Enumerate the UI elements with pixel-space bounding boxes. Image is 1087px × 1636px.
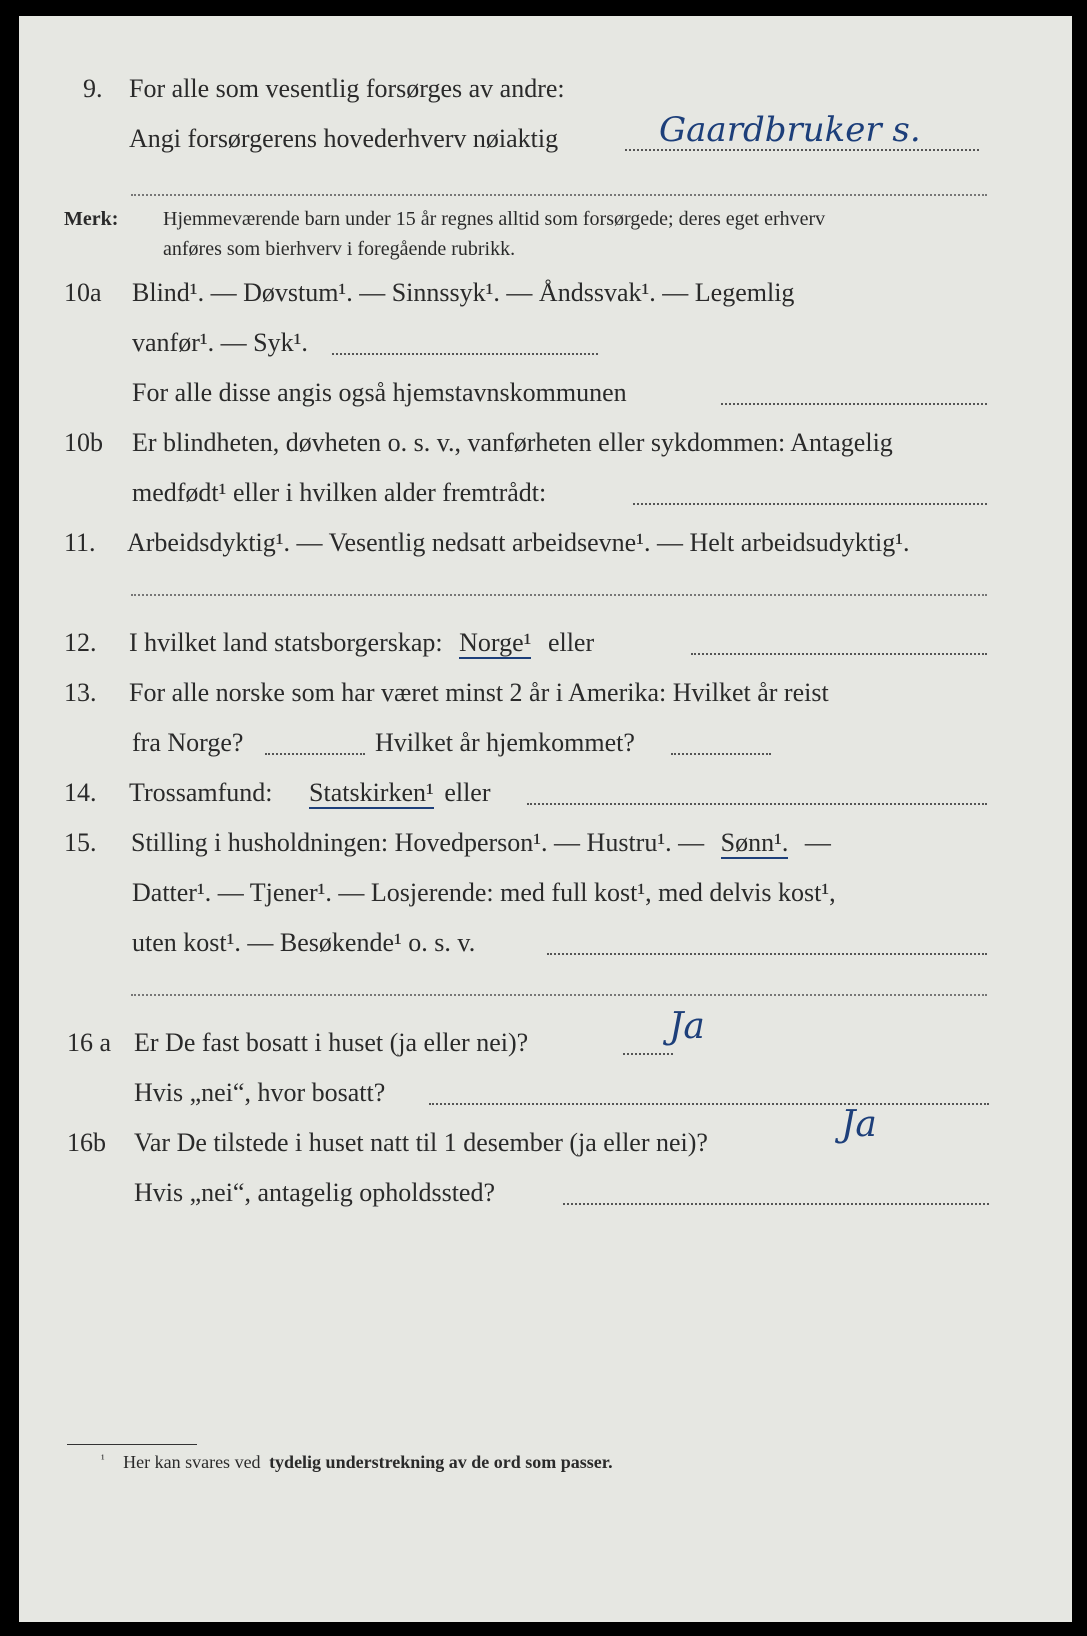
blank-answer-line <box>131 994 987 996</box>
question-text: For alle som vesentlig forsørges av andre: <box>129 74 565 103</box>
question-text: Hvis „nei“, antagelig opholdssted? <box>134 1178 496 1207</box>
handwritten-answer: Ja <box>841 1104 877 1145</box>
question-text: vanfør¹. — Syk¹. <box>132 328 308 357</box>
footnote <box>101 1452 613 1473</box>
answer-line <box>563 1202 989 1205</box>
question-number: 14. <box>64 778 97 807</box>
question-text: For alle disse angis også hjemstavnskommunen <box>132 378 627 407</box>
question-text: eller <box>444 778 491 807</box>
answer-line <box>691 652 987 655</box>
footnote-text: Her kan svares ved <box>123 1452 261 1472</box>
question-text: For alle norske som har været minst 2 år i Amerika: Hvilket år reist <box>129 678 829 707</box>
underlined-answer: Sønn¹. <box>720 828 789 857</box>
question-text: Er De fast bosatt i huset (ja eller nei)? <box>134 1028 529 1057</box>
footnote-text-bold: tydelig understrekning av de ord som passer. <box>269 1452 613 1472</box>
question-text: — <box>804 828 831 857</box>
underlined-answer: Norge¹ <box>459 628 532 657</box>
question-text: medfødt¹ eller i hvilken alder fremtrådt: <box>132 478 547 507</box>
answer-line <box>721 402 987 405</box>
question-text: uten kost¹. — Besøkende¹ o. s. v. <box>132 928 476 957</box>
handwritten-answer: Gaardbruker s. <box>659 110 921 150</box>
question-text: Hvilket år hjemkommet? <box>375 728 635 757</box>
footnote-divider <box>67 1444 197 1445</box>
census-form-page <box>19 16 1072 1622</box>
question-text: eller <box>547 628 595 657</box>
answer-line <box>265 752 365 755</box>
answer-line <box>332 352 598 355</box>
question-text-row <box>129 628 594 658</box>
question-text: Blind¹. — Døvstum¹. — Sinnssyk¹. — Åndssvak¹. — Legemlig <box>132 278 795 307</box>
question-number: 9. <box>83 74 103 103</box>
question-number: 13. <box>64 678 97 707</box>
question-text: Er blindheten, døvheten o. s. v., vanførheten eller sykdommen: Antagelig <box>132 428 893 457</box>
blank-answer-line <box>131 194 987 196</box>
question-number: 16b <box>67 1128 106 1157</box>
note-text: anføres som bierhverv i foregående rubrikk. <box>163 238 516 260</box>
blank-answer-line <box>131 594 987 596</box>
footnote-mark: ¹ <box>101 1452 105 1466</box>
question-text: Trossamfund: <box>129 778 273 807</box>
question-text: Datter¹. — Tjener¹. — Losjerende: med full kost¹, med delvis kost¹, <box>132 878 836 907</box>
answer-line <box>429 1102 989 1105</box>
question-text: Var De tilstede i huset natt til 1 desember (ja eller nei)? <box>134 1128 708 1157</box>
question-text: Hvis „nei“, hvor bosatt? <box>134 1078 386 1107</box>
question-text: I hvilket land statsborgerskap: <box>129 628 443 657</box>
question-number: 15. <box>64 828 97 857</box>
note-text: Hjemmeværende barn under 15 år regnes alltid som forsørgede; deres eget erhverv <box>163 208 826 230</box>
question-text: Angi forsørgerens hovederhverv nøiaktig <box>129 124 559 153</box>
note-label: Merk: <box>64 208 119 230</box>
answer-line <box>633 502 987 505</box>
question-number: 12. <box>64 628 97 657</box>
question-number: 11. <box>64 528 96 557</box>
answer-line <box>623 1052 673 1055</box>
question-text-row <box>129 778 491 808</box>
question-text: Stilling i husholdningen: Hovedperson¹. — Hustru¹. — <box>131 828 705 857</box>
question-text: fra Norge? <box>132 728 244 757</box>
underlined-answer: Statskirken¹ <box>309 778 434 807</box>
answer-line <box>671 752 771 755</box>
question-text-row <box>131 828 831 858</box>
handwritten-answer: Ja <box>669 1006 705 1047</box>
question-number: 10a <box>64 278 102 307</box>
question-number: 16 a <box>67 1028 112 1057</box>
answer-line <box>527 802 987 805</box>
question-text: Arbeidsdyktig¹. — Vesentlig nedsatt arbeidsevne¹. — Helt arbeidsudyktig¹. <box>127 528 910 557</box>
question-number: 10b <box>64 428 103 457</box>
answer-line <box>547 952 987 955</box>
